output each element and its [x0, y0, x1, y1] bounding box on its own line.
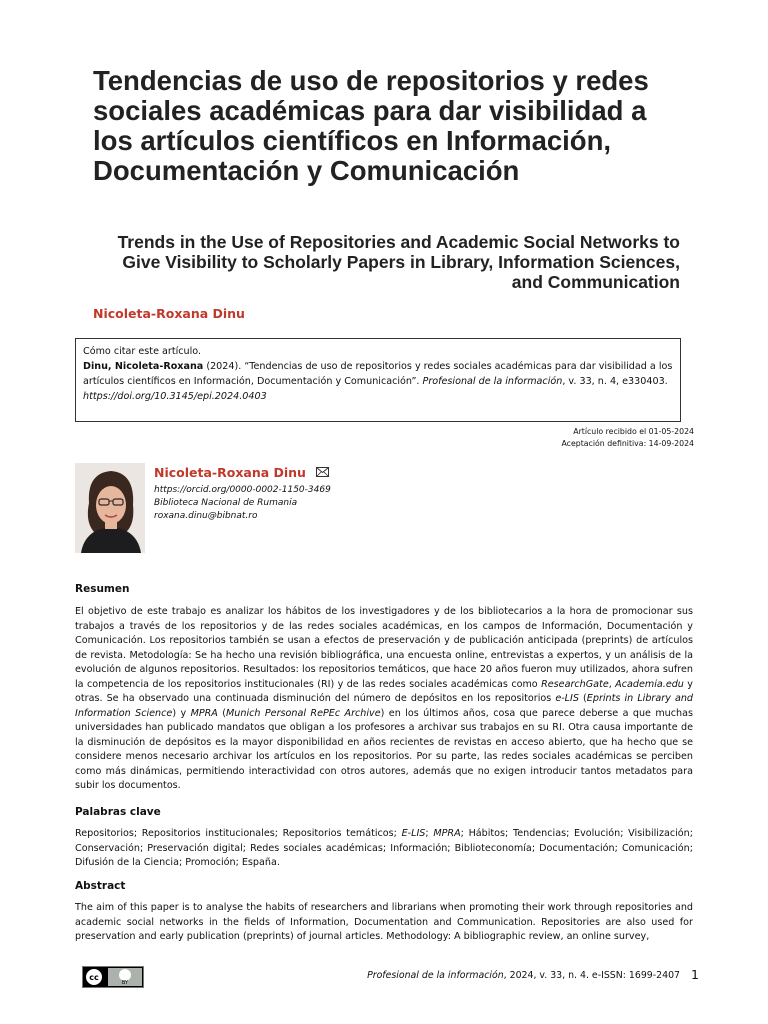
- citation-journal: Profesional de la información: [422, 376, 563, 387]
- author-info: [154, 465, 331, 523]
- page-footer: [0, 964, 768, 994]
- cc-by-license-icon[interactable]: [82, 966, 144, 988]
- citation-heading: Cómo citar este artículo.: [83, 346, 202, 357]
- citation-author: Dinu, Nicoleta-Roxana: [83, 361, 204, 372]
- page-number: 1: [691, 967, 699, 982]
- footer-journal-info: [367, 970, 680, 981]
- citation-title: (2024). “Tendencias de uso de repositorios y redes sociales académicas para dar visibilidad a los artículos científicos en Información, Documentación y Comunicación”.: [83, 361, 673, 387]
- citation-volume: , v. 33, n. 4, e330403.: [562, 376, 668, 387]
- cc-icon: cc: [86, 969, 102, 985]
- accepted-date: Aceptación definitiva: 14-09-2024: [561, 439, 694, 448]
- author-photo: [75, 463, 145, 553]
- article-title: Tendencias de uso de repositorios y redes sociales académicas para dar visibilidad a los artículos científicos en Información, Documentación y Comunicación: [93, 65, 649, 186]
- by-icon: BY: [108, 968, 142, 986]
- footer-issn: , 2024, v. 33, n. 4. e-ISSN: 1699-2407: [503, 970, 680, 981]
- author-name[interactable]: Nicoleta-Roxana Dinu: [93, 306, 245, 321]
- resumen-heading: Resumen: [75, 583, 130, 595]
- citation-doi-link[interactable]: https://doi.org/10.3145/epi.2024.0403: [83, 391, 267, 402]
- author-orcid-link[interactable]: https://orcid.org/0000-0002-1150-3469: [154, 485, 331, 495]
- palabras-clave-text: Repositorios; Repositorios institucionales; Repositorios temáticos; E-LIS; MPRA; Hábitos; Tendencias; Evolución; Visibilización; Conservación; Preservación digital; Redes sociales académicas; Información; Biblioteconomía; Documentación; Comunicación; Difusión de la Ciencia; Promoción; España.: [75, 828, 693, 868]
- resumen-text: El objetivo de este trabajo es analizar los hábitos de los investigadores y de los bibliotecarios a la hora de promocionar sus trabajos a través de los repositorios y de las redes sociales académicas, en los campos de Información, Documentación y Comunicación. Los repositorios también se usan a efectos de preservación y de publicación anticipada (preprints) de artículos de revista. Metodología: Se ha hecho una revisión bibliográfica, una encuesta online, entrevistas a expertos, y un análisis de la evolución de algunos repositorios. Resultados: los repositorios temáticos, que hace 20 años fueron muy utilizados, ahora sufren la competencia de los repositorios institucionales (RI) y de las redes sociales académicas como ResearchGate, Academia.edu y otras. Se ha observado una continuada disminución del número de depósitos en los repositorios e-LIS (Eprints in Library and Information Science) y MPRA (Munich Personal RePEc Archive) en los últimos años, cosa que parece deberse a que muchas universidades han publicado mandatos que obligan a los profesores a archivar sus trabajos en su RI. Otra causa importante de la disminución de depósitos es la mayor disponibilidad en años recientes de revistas en acceso abierto, que ha hecho que se considere menos necesario archivar los artículos en los repositorios. Por su parte, las redes sociales académicas se perciben como más dinámicas, permitiendo interactividad con otros autores, además que no exigen introducir tantos metadatos para subir los documentos.: [75, 606, 694, 791]
- article-dates: [561, 426, 694, 450]
- abstract-text: The aim of this paper is to analyse the habits of researchers and librarians when promoting their work through repositories and academic social networks in the fields of Information, Documentation and Communication. Repositories are also used for preservation and early publication (preprints) of journal articles. Methodology: A bibliographic review, an online survey,: [75, 902, 693, 942]
- author-info-name[interactable]: Nicoleta-Roxana Dinu: [154, 465, 306, 480]
- article-subtitle-en: Trends in the Use of Repositories and Academic Social Networks to Give Visibility to Scholarly Papers in Library, Information Sciences, and Communication: [117, 232, 680, 292]
- author-affiliation: Biblioteca Nacional de Rumania: [154, 498, 298, 508]
- citation-box: [75, 338, 681, 422]
- footer-journal-name: Profesional de la información: [367, 970, 504, 981]
- palabras-clave-heading: Palabras clave: [75, 806, 161, 818]
- abstract-heading: Abstract: [75, 880, 126, 892]
- received-date: Artículo recibido el 01-05-2024: [573, 427, 694, 436]
- author-email[interactable]: roxana.dinu@bibnat.ro: [154, 511, 258, 521]
- envelope-icon[interactable]: [316, 465, 329, 480]
- citation-text: [83, 359, 673, 389]
